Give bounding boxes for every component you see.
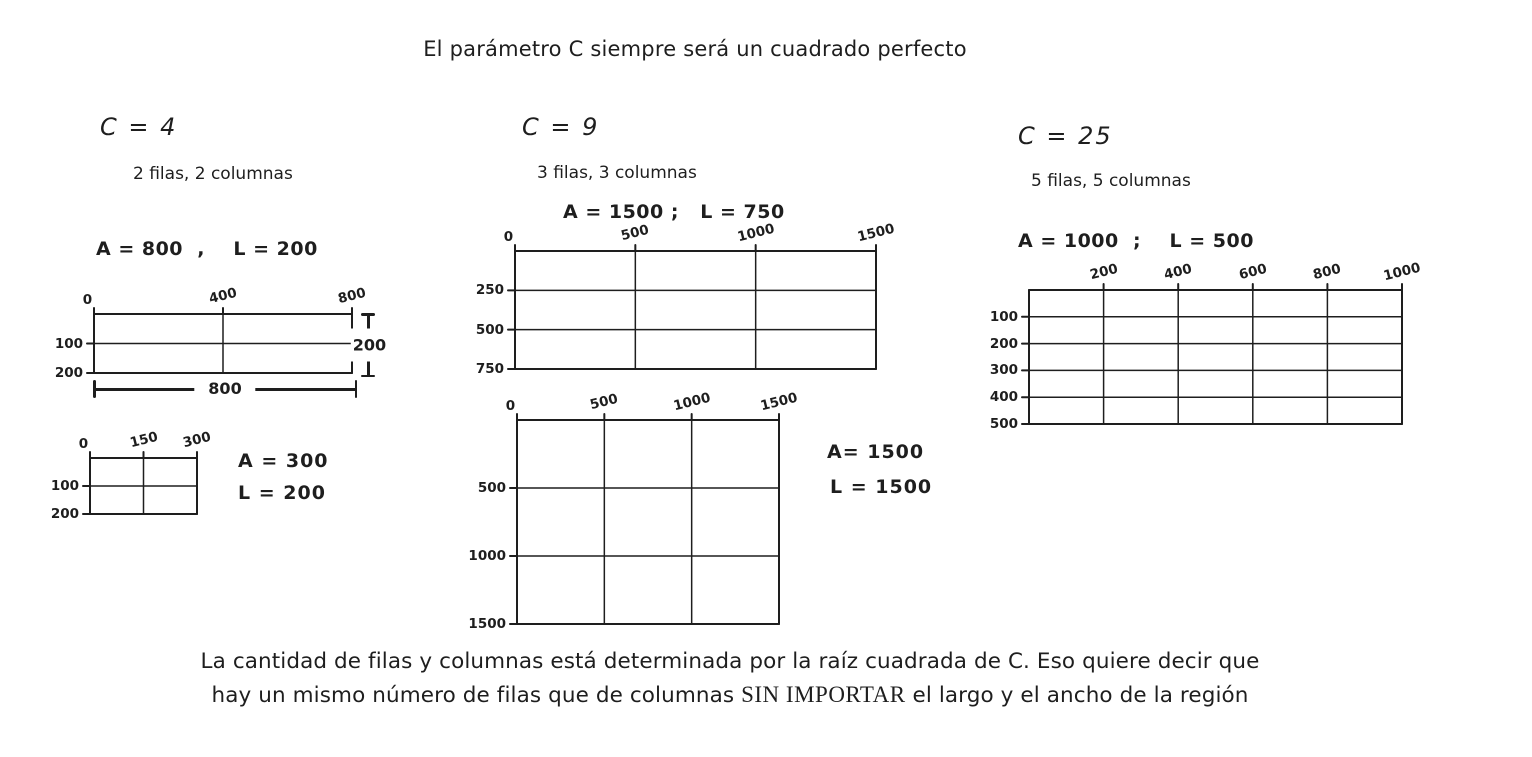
grid-lines <box>516 419 780 625</box>
page-title: El parámetro C siempre será un cuadrado perfecto <box>423 37 967 61</box>
y-tick-label: 1500 <box>468 616 506 632</box>
c4-formula: A = 800 , L = 200 <box>96 238 318 260</box>
bracket-cap <box>361 375 375 378</box>
y-tick-label: 500 <box>477 480 506 496</box>
c4-small-area-label: A = 300 <box>238 450 329 472</box>
x-tick-label: 400 <box>1162 260 1194 284</box>
y-tick-label: 1000 <box>468 548 506 564</box>
x-tick-label: 1000 <box>735 220 776 246</box>
y-tick-label: 250 <box>475 282 504 299</box>
c9-wide-grid <box>475 220 897 377</box>
c4-subtitle: 2 filas, 2 columnas <box>133 164 293 184</box>
y-tick-label: 200 <box>50 506 79 522</box>
x-tick-label: 0 <box>503 229 514 245</box>
x-tick-label: 800 <box>336 284 368 308</box>
c25-subtitle: 5 filas, 5 columnas <box>1031 171 1191 191</box>
x-tick-label: 1500 <box>758 389 800 415</box>
footer-line2-pre: hay un mismo número de filas que de columnas <box>211 683 742 708</box>
x-tick-label: 500 <box>588 390 620 414</box>
c9-formula: A = 1500 ; L = 750 <box>563 201 785 223</box>
c9-square-grid <box>468 389 800 632</box>
footer-emphasis: SIN IMPORTAR <box>741 682 906 707</box>
c25-formula: A = 1000 ; L = 500 <box>1018 230 1254 252</box>
footer-note <box>95 645 1365 712</box>
c4-height-label: 200 <box>351 329 388 362</box>
c25-heading: C = 25 <box>1018 122 1113 150</box>
grid-lines <box>93 313 353 374</box>
c9-subtitle: 3 filas, 3 columnas <box>537 163 697 183</box>
c9-heading: C = 9 <box>522 113 600 141</box>
y-tick-label: 100 <box>54 335 83 352</box>
c9-square-area-label: A= 1500 <box>827 441 925 463</box>
x-tick-label: 0 <box>78 436 89 452</box>
y-tick-label: 750 <box>475 361 504 377</box>
x-tick-label: 400 <box>207 284 239 308</box>
y-tick-label: 100 <box>50 478 79 494</box>
c4-height-dimension <box>352 313 387 377</box>
y-tick-label: 500 <box>475 321 504 338</box>
x-tick-label: 150 <box>127 428 160 452</box>
c9-square-length-label: L = 1500 <box>830 476 933 498</box>
y-tick-label: 300 <box>989 362 1018 379</box>
footer-line1: La cantidad de filas y columnas está determinada por la raíz cuadrada de C. Eso quiere decir que <box>200 649 1260 674</box>
x-tick-label: 500 <box>619 221 651 245</box>
c4-heading: C = 4 <box>100 113 178 141</box>
c4-width-dimension <box>93 380 357 398</box>
x-tick-label: 1500 <box>855 220 897 246</box>
x-tick-label: 600 <box>1237 260 1269 284</box>
grid-lines <box>514 250 877 370</box>
x-tick-label: 1000 <box>671 389 712 415</box>
x-tick-label: 0 <box>82 292 93 308</box>
c4-small-length-label: L = 200 <box>238 482 326 504</box>
x-tick-label: 300 <box>181 428 213 452</box>
y-tick-label: 200 <box>54 365 83 381</box>
x-tick-label: 0 <box>505 398 516 414</box>
grid-lines <box>89 457 198 515</box>
y-tick-label: 400 <box>989 389 1018 406</box>
x-tick-label: 1000 <box>1381 259 1423 285</box>
x-tick-label: 800 <box>1311 260 1344 284</box>
footer-line2-post: el largo y el ancho de la región <box>905 683 1249 708</box>
x-tick-label: 200 <box>1087 260 1120 284</box>
y-tick-label: 500 <box>989 416 1018 432</box>
c4-small-grid <box>50 428 213 522</box>
footer-line2 <box>95 678 1365 712</box>
c4-width-label: 800 <box>194 379 255 398</box>
y-tick-label: 100 <box>989 308 1018 325</box>
c4-main-grid <box>54 284 368 381</box>
c25-grid <box>989 259 1423 432</box>
y-tick-label: 200 <box>989 335 1018 352</box>
grid-lines <box>1028 289 1403 425</box>
bracket-cap <box>355 380 358 398</box>
